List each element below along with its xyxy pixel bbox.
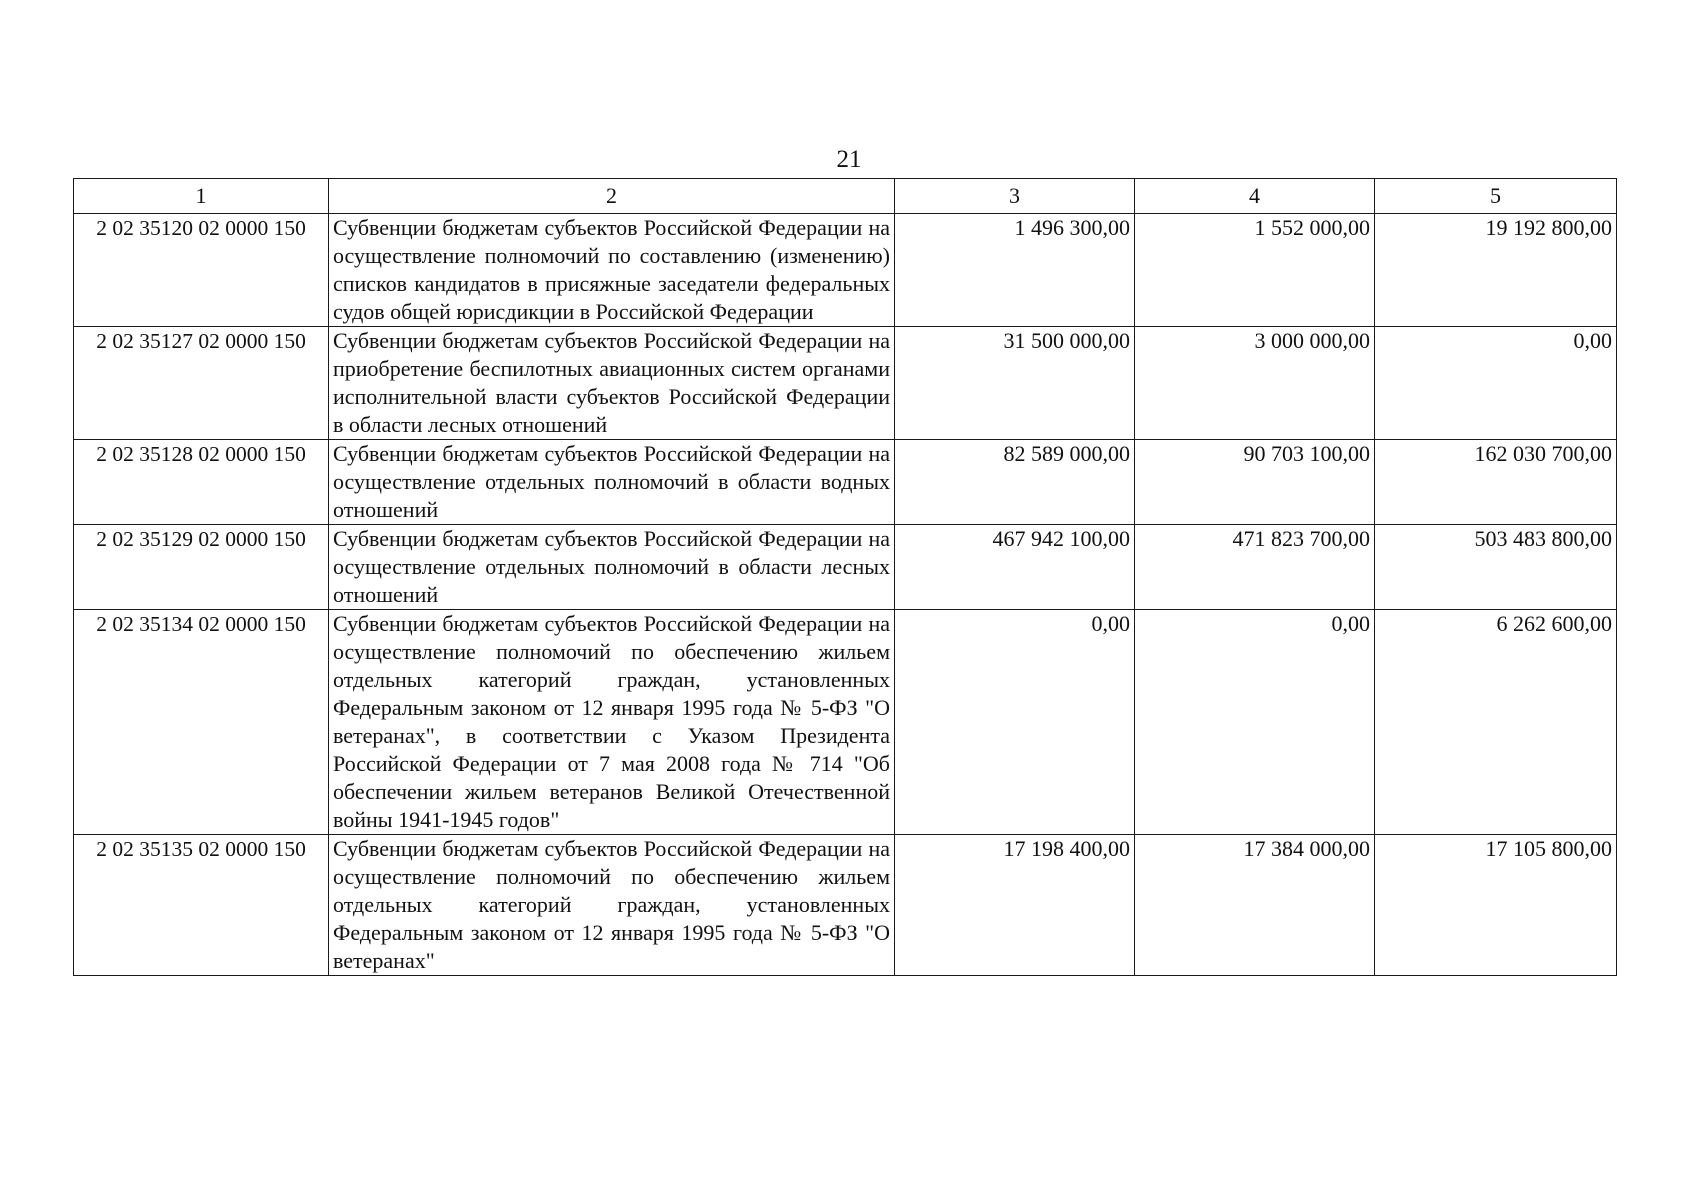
table-row xyxy=(74,440,1617,525)
description-cell: Субвенции бюджетам субъектов Российской Федерации на осуществление полномочий по обеспечению жильем отдельных категорий граждан, установленных Федеральным законом от 12 января 1995 года № 5-ФЗ "О ветеранах" xyxy=(329,835,895,976)
column-header-5: 5 xyxy=(1375,179,1617,214)
amount-col3-cell: 1 496 300,00 xyxy=(895,214,1135,327)
amount-col5-cell: 0,00 xyxy=(1375,327,1617,440)
description-cell: Субвенции бюджетам субъектов Российской Федерации на осуществление отдельных полномочий в области водных отношений xyxy=(329,440,895,525)
amount-col4-cell: 17 384 000,00 xyxy=(1135,835,1375,976)
table-row xyxy=(74,214,1617,327)
amount-col4-cell: 1 552 000,00 xyxy=(1135,214,1375,327)
amount-col4-cell: 471 823 700,00 xyxy=(1135,525,1375,610)
column-header-4: 4 xyxy=(1135,179,1375,214)
page-number: 21 xyxy=(836,146,862,173)
budget-code-cell: 2 02 35129 02 0000 150 xyxy=(74,525,329,610)
budget-code-cell: 2 02 35128 02 0000 150 xyxy=(74,440,329,525)
amount-col4-cell: 0,00 xyxy=(1135,610,1375,835)
amount-col5-cell: 162 030 700,00 xyxy=(1375,440,1617,525)
budget-code-cell: 2 02 35127 02 0000 150 xyxy=(74,327,329,440)
column-header-1: 1 xyxy=(74,179,329,214)
description-cell: Субвенции бюджетам субъектов Российской Федерации на осуществление полномочий по обеспечению жильем отдельных категорий граждан, установленных Федеральным законом от 12 января 1995 года № 5-ФЗ "О ветеранах", в соответствии с Указом Президента Российской Федерации от 7 мая 2008 года № 714 "Об обеспечении жильем ветеранов Великой Отечественной войны 1941-1945 годов" xyxy=(329,610,895,835)
table-row xyxy=(74,327,1617,440)
amount-col5-cell: 19 192 800,00 xyxy=(1375,214,1617,327)
amount-col4-cell: 3 000 000,00 xyxy=(1135,327,1375,440)
amount-col5-cell: 17 105 800,00 xyxy=(1375,835,1617,976)
amount-col5-cell: 6 262 600,00 xyxy=(1375,610,1617,835)
column-header-2: 2 xyxy=(329,179,895,214)
budget-code-cell: 2 02 35120 02 0000 150 xyxy=(74,214,329,327)
amount-col4-cell: 90 703 100,00 xyxy=(1135,440,1375,525)
column-header-3: 3 xyxy=(895,179,1135,214)
amount-col3-cell: 0,00 xyxy=(895,610,1135,835)
description-cell: Субвенции бюджетам субъектов Российской Федерации на осуществление отдельных полномочий в области лесных отношений xyxy=(329,525,895,610)
table-row xyxy=(74,525,1617,610)
amount-col3-cell: 467 942 100,00 xyxy=(895,525,1135,610)
amount-col3-cell: 17 198 400,00 xyxy=(895,835,1135,976)
description-cell: Субвенции бюджетам субъектов Российской Федерации на приобретение беспилотных авиационных систем органами исполнительной власти субъектов Российской Федерации в области лесных отношений xyxy=(329,327,895,440)
budget-code-cell: 2 02 35135 02 0000 150 xyxy=(74,835,329,976)
budget-code-cell: 2 02 35134 02 0000 150 xyxy=(74,610,329,835)
amount-col3-cell: 31 500 000,00 xyxy=(895,327,1135,440)
table-row xyxy=(74,610,1617,835)
table-row xyxy=(74,835,1617,976)
amount-col3-cell: 82 589 000,00 xyxy=(895,440,1135,525)
header-row xyxy=(74,179,1617,214)
amount-col5-cell: 503 483 800,00 xyxy=(1375,525,1617,610)
budget-table xyxy=(73,178,1617,976)
description-cell: Субвенции бюджетам субъектов Российской Федерации на осуществление полномочий по составлению (изменению) списков кандидатов в присяжные заседатели федеральных судов общей юрисдикции в Российской Федерации xyxy=(329,214,895,327)
